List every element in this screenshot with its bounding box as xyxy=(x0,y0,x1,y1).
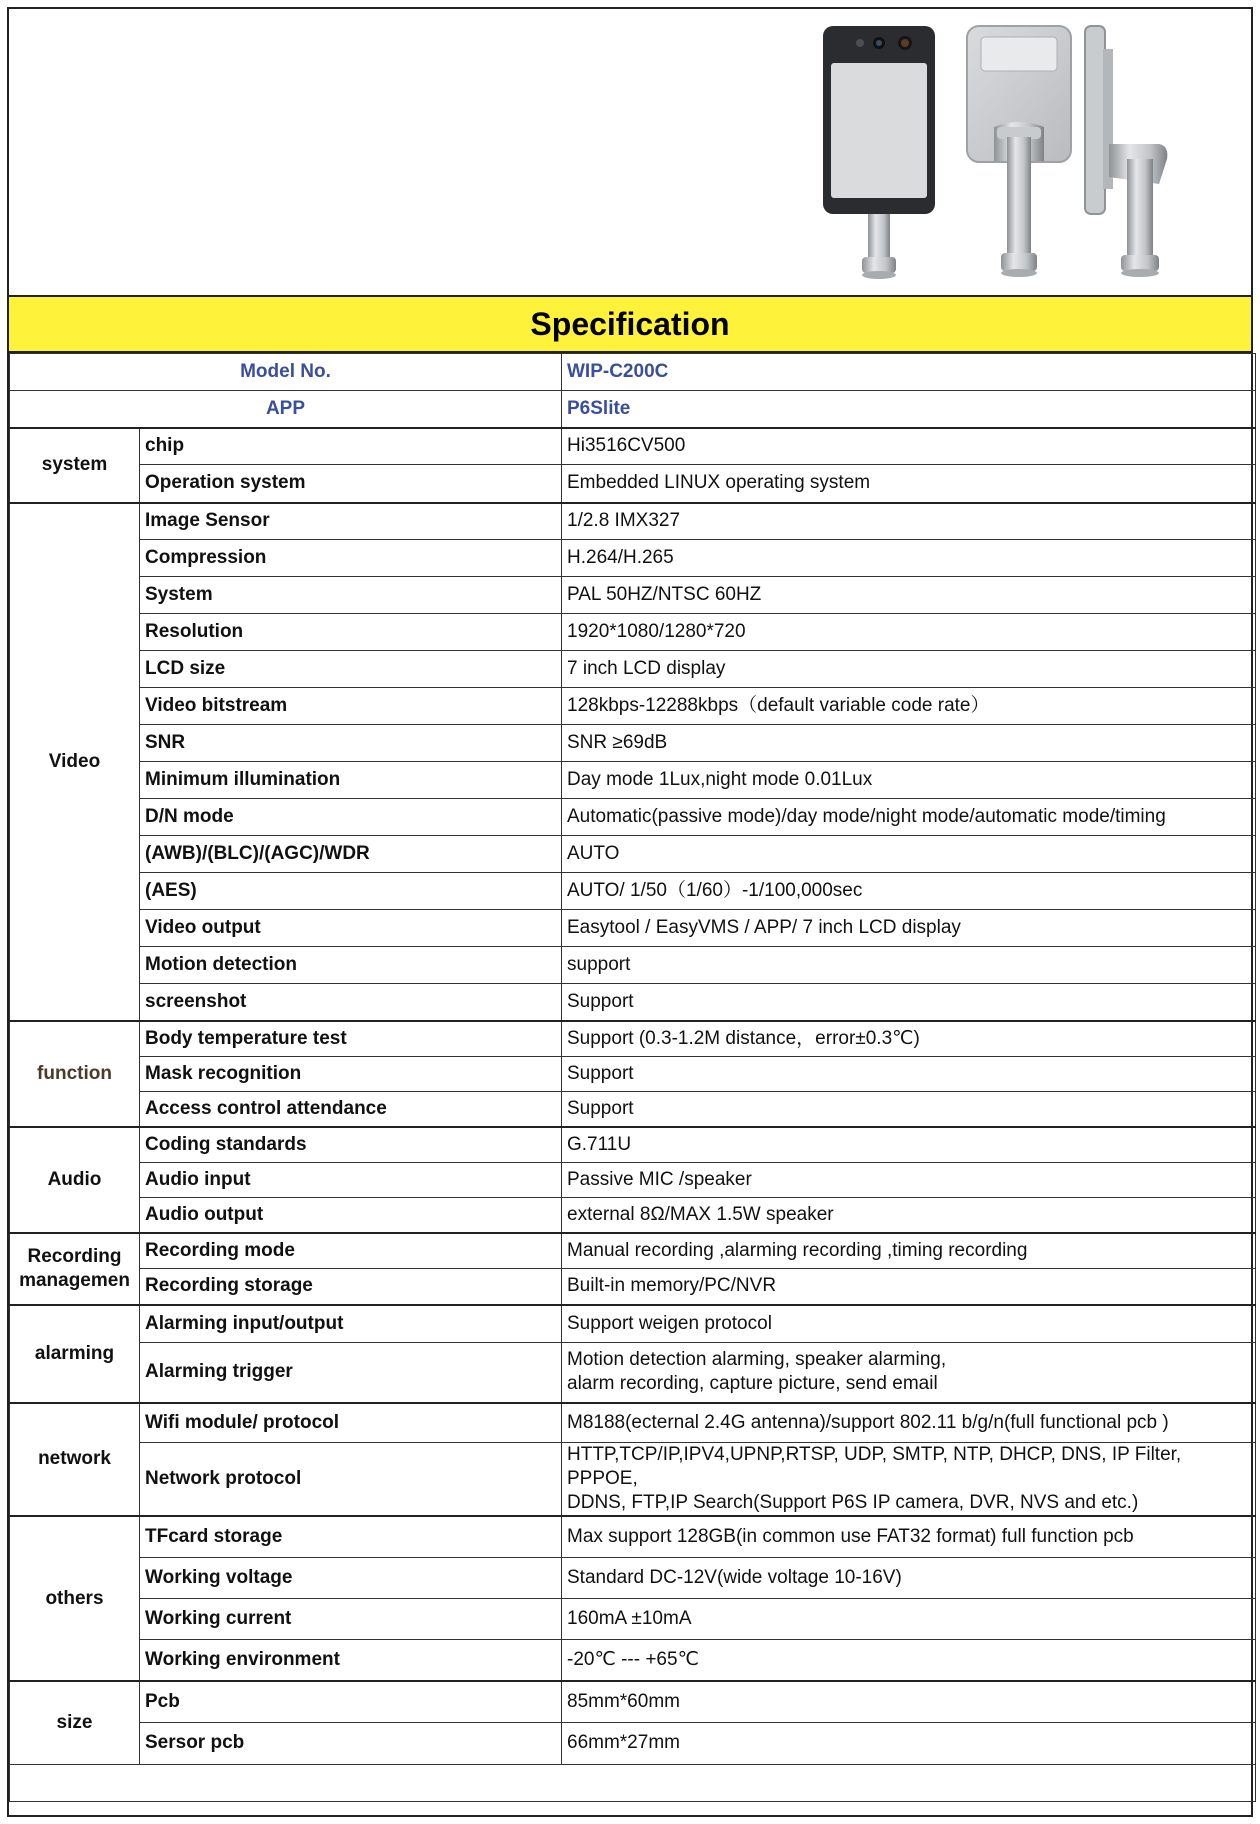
spec-label: Network protocol xyxy=(140,1443,562,1517)
table-row xyxy=(10,577,1256,614)
table-row xyxy=(10,1269,1256,1305)
spec-label: Motion detection xyxy=(140,947,562,984)
spec-value: Manual recording ,alarming recording ,timing recording xyxy=(562,1233,1256,1269)
spec-label: Video output xyxy=(140,910,562,947)
table-row xyxy=(10,540,1256,577)
spec-value: Support xyxy=(562,984,1256,1021)
spec-value: Support xyxy=(562,1092,1256,1127)
table-row xyxy=(10,873,1256,910)
spec-value: Easytool / EasyVMS / APP/ 7 inch LCD display xyxy=(562,910,1256,947)
spec-label: Recording storage xyxy=(140,1269,562,1305)
spec-label: Access control attendance xyxy=(140,1092,562,1127)
table-row xyxy=(10,1681,1256,1722)
spec-label: System xyxy=(140,577,562,614)
table-row xyxy=(10,503,1256,540)
spec-label: Working current xyxy=(140,1598,562,1639)
spec-label: Image Sensor xyxy=(140,503,562,540)
table-row xyxy=(10,1722,1256,1764)
empty-footer-cell xyxy=(10,1764,1256,1801)
table-row xyxy=(10,651,1256,688)
spec-label: Mask recognition xyxy=(140,1057,562,1092)
spec-value-line: HTTP,TCP/IP,IPV4,UPNP,RTSP, UDP, SMTP, NTP, DHCP, DNS, IP Filter, PPPOE, xyxy=(567,1444,1182,1489)
group-network: network xyxy=(10,1403,140,1517)
table-row xyxy=(10,984,1256,1021)
spec-label: Alarming trigger xyxy=(140,1343,562,1403)
spec-value: SNR ≥69dB xyxy=(562,725,1256,762)
table-row-empty xyxy=(10,1764,1256,1801)
spec-label: Recording mode xyxy=(140,1233,562,1269)
table-row xyxy=(10,1305,1256,1343)
spec-value: Support xyxy=(562,1057,1256,1092)
table-row xyxy=(10,1443,1256,1517)
spec-label: Coding standards xyxy=(140,1127,562,1163)
page-title: Specification xyxy=(530,305,730,342)
table-row xyxy=(10,1163,1256,1198)
spec-value: 1/2.8 IMX327 xyxy=(562,503,1256,540)
spec-label: Operation system xyxy=(140,465,562,503)
table-row xyxy=(10,1127,1256,1163)
table-row xyxy=(10,910,1256,947)
table-row xyxy=(10,391,1256,428)
spec-label: Working voltage xyxy=(140,1557,562,1598)
front-view-device xyxy=(823,26,935,279)
group-audio: Audio xyxy=(10,1127,140,1233)
spec-value: 1920*1080/1280*720 xyxy=(562,614,1256,651)
spec-label: Sersor pcb xyxy=(140,1722,562,1764)
spec-value: 85mm*60mm xyxy=(562,1681,1256,1722)
group-function: function xyxy=(10,1021,140,1127)
spec-label: Audio input xyxy=(140,1163,562,1198)
spec-value: support xyxy=(562,947,1256,984)
table-row xyxy=(10,799,1256,836)
table-row xyxy=(10,1557,1256,1598)
product-image-area xyxy=(9,9,1251,297)
spec-value: Max support 128GB(in common use FAT32 format) full function pcb xyxy=(562,1516,1256,1557)
spec-value: H.264/H.265 xyxy=(562,540,1256,577)
group-others: others xyxy=(10,1516,140,1681)
spec-label: Working environment xyxy=(140,1639,562,1681)
spec-label: (AES) xyxy=(140,873,562,910)
spec-label: (AWB)/(BLC)/(AGC)/WDR xyxy=(140,836,562,873)
spec-value: 7 inch LCD display xyxy=(562,651,1256,688)
spec-value: -20℃ --- +65℃ xyxy=(562,1639,1256,1681)
spec-value: M8188(ecternal 2.4G antenna)/support 802.11 b/g/n(full functional pcb ) xyxy=(562,1403,1256,1443)
spec-label: TFcard storage xyxy=(140,1516,562,1557)
group-video: Video xyxy=(10,503,140,1021)
table-row xyxy=(10,465,1256,503)
spec-label: chip xyxy=(140,428,562,465)
specification-title-band xyxy=(9,297,1251,353)
spec-value: Passive MIC /speaker xyxy=(562,1163,1256,1198)
spec-value: Built-in memory/PC/NVR xyxy=(562,1269,1256,1305)
spec-label: Minimum illumination xyxy=(140,762,562,799)
group-system: system xyxy=(10,428,140,503)
side-view-device xyxy=(1085,26,1167,277)
spec-value: 160mA ±10mA xyxy=(562,1598,1256,1639)
spec-label: D/N mode xyxy=(140,799,562,836)
spec-table xyxy=(9,353,1256,1802)
spec-label: Resolution xyxy=(140,614,562,651)
group-recording-line1: Recording xyxy=(27,1245,122,1267)
spec-value-line: DDNS, FTP,IP Search(Support P6S IP camera, DVR, NVS and etc.) xyxy=(567,1492,1139,1513)
spec-value-multiline xyxy=(562,1343,1256,1403)
spec-value: Day mode 1Lux,night mode 0.01Lux xyxy=(562,762,1256,799)
group-alarming: alarming xyxy=(10,1305,140,1403)
spec-value: G.711U xyxy=(562,1127,1256,1163)
model-no-value: WIP-C200C xyxy=(562,354,1256,391)
table-row xyxy=(10,1403,1256,1443)
table-row xyxy=(10,688,1256,725)
spec-value: Support (0.3-1.2M distance，error±0.3℃) xyxy=(562,1021,1256,1057)
app-value: P6Slite xyxy=(562,391,1256,428)
table-row xyxy=(10,762,1256,799)
spec-value-multiline xyxy=(562,1443,1256,1517)
table-row xyxy=(10,836,1256,873)
table-row xyxy=(10,1021,1256,1057)
back-view-device xyxy=(967,26,1071,277)
spec-label: screenshot xyxy=(140,984,562,1021)
spec-label: LCD size xyxy=(140,651,562,688)
spec-label: Compression xyxy=(140,540,562,577)
spec-value-line: alarm recording, capture picture, send email xyxy=(567,1373,938,1395)
spec-label: Audio output xyxy=(140,1198,562,1233)
spec-value: Support weigen protocol xyxy=(562,1305,1256,1343)
spec-value: 66mm*27mm xyxy=(562,1722,1256,1764)
spec-label: Alarming input/output xyxy=(140,1305,562,1343)
table-row xyxy=(10,1092,1256,1127)
table-row xyxy=(10,1516,1256,1557)
group-recording-line2: managemen xyxy=(19,1269,130,1291)
table-row xyxy=(10,1598,1256,1639)
spec-value-line: Motion detection alarming, speaker alarming, xyxy=(567,1349,947,1371)
spec-value: external 8Ω/MAX 1.5W speaker xyxy=(562,1198,1256,1233)
spec-value: Hi3516CV500 xyxy=(562,428,1256,465)
spec-value: 128kbps-12288kbps（default variable code rate） xyxy=(562,688,1256,725)
spec-value: AUTO/ 1/50（1/60）-1/100,000sec xyxy=(562,873,1256,910)
table-row xyxy=(10,1639,1256,1681)
table-row xyxy=(10,1343,1256,1403)
spec-value: Standard DC-12V(wide voltage 10-16V) xyxy=(562,1557,1256,1598)
spec-label: SNR xyxy=(140,725,562,762)
spec-value: Embedded LINUX operating system xyxy=(562,465,1256,503)
table-row xyxy=(10,614,1256,651)
spec-sheet xyxy=(7,7,1253,1817)
spec-label: Video bitstream xyxy=(140,688,562,725)
table-row xyxy=(10,1198,1256,1233)
product-photos xyxy=(9,9,1255,297)
group-size: size xyxy=(10,1681,140,1764)
spec-label: Body temperature test xyxy=(140,1021,562,1057)
table-row xyxy=(10,1233,1256,1269)
spec-label: Pcb xyxy=(140,1681,562,1722)
app-label: APP xyxy=(10,391,562,428)
table-row xyxy=(10,947,1256,984)
table-row xyxy=(10,725,1256,762)
table-row xyxy=(10,1057,1256,1092)
spec-label: Wifi module/ protocol xyxy=(140,1403,562,1443)
group-recording xyxy=(10,1233,140,1305)
table-row xyxy=(10,354,1256,391)
model-no-label: Model No. xyxy=(10,354,562,391)
table-row xyxy=(10,428,1256,465)
spec-value: Automatic(passive mode)/day mode/night mode/automatic mode/timing xyxy=(562,799,1256,836)
spec-value: AUTO xyxy=(562,836,1256,873)
spec-value: PAL 50HZ/NTSC 60HZ xyxy=(562,577,1256,614)
